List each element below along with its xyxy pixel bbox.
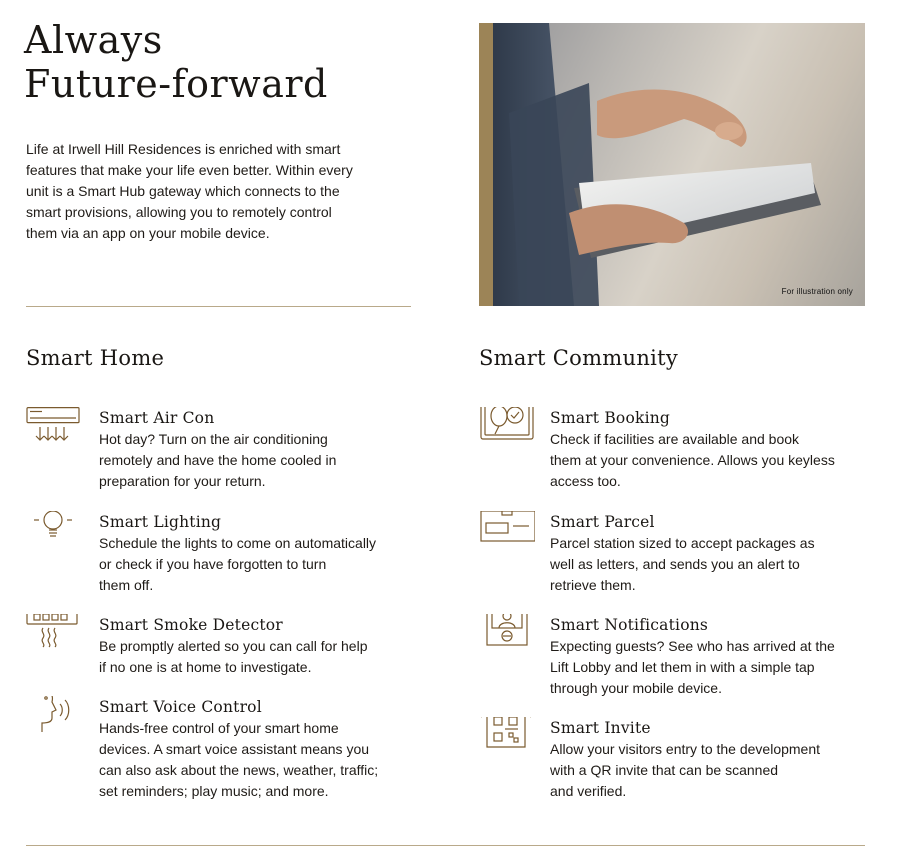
feature-title: Smart Lighting bbox=[99, 513, 222, 531]
description-line: Parcel station sized to accept packages as bbox=[550, 535, 815, 551]
description-line: preparation for your return. bbox=[99, 473, 266, 489]
feature-description bbox=[550, 739, 870, 802]
intercom-icon bbox=[477, 614, 535, 664]
divider-bottom bbox=[26, 845, 865, 846]
intro-line: unit is a Smart Hub gateway which connects to the bbox=[26, 183, 340, 199]
qr-house-icon bbox=[477, 717, 535, 767]
description-line: with a QR invite that can be scanned bbox=[550, 762, 779, 778]
description-line: Schedule the lights to come on automatically bbox=[99, 535, 377, 551]
description-line: them off. bbox=[99, 577, 154, 593]
description-line: Hands-free control of your smart home bbox=[99, 720, 339, 736]
light-bulb-icon bbox=[26, 511, 84, 561]
feature-title: Smart Parcel bbox=[550, 513, 655, 531]
booking-icon bbox=[477, 407, 535, 457]
feature-title: Smart Voice Control bbox=[99, 698, 262, 716]
description-line: Lift Lobby and let them in with a simple tap bbox=[550, 659, 815, 675]
tablet-illustration bbox=[479, 23, 865, 306]
feature-title: Smart Smoke Detector bbox=[99, 616, 283, 634]
smart-community-heading: Smart Community bbox=[479, 346, 679, 370]
description-line: them at your convenience. Allows you keyless bbox=[550, 452, 835, 468]
description-line: access too. bbox=[550, 473, 621, 489]
smart-home-heading: Smart Home bbox=[26, 346, 165, 370]
description-line: and verified. bbox=[550, 783, 627, 799]
feature-description bbox=[550, 636, 870, 699]
description-line: through your mobile device. bbox=[550, 680, 722, 696]
description-line: Hot day? Turn on the air conditioning bbox=[99, 431, 328, 447]
description-line: Check if facilities are available and book bbox=[550, 431, 800, 447]
feature-description bbox=[99, 429, 419, 492]
voice-control-icon bbox=[26, 696, 84, 746]
feature-description bbox=[99, 718, 419, 802]
feature-title: Smart Notifications bbox=[550, 616, 709, 634]
air-conditioner-icon bbox=[26, 407, 84, 457]
intro-paragraph bbox=[26, 139, 411, 244]
description-line: Allow your visitors entry to the development bbox=[550, 741, 821, 757]
smoke-detector-icon bbox=[26, 614, 84, 664]
divider-top bbox=[26, 306, 411, 307]
feature-description bbox=[99, 636, 419, 678]
page-title bbox=[24, 18, 328, 106]
description-line: Be promptly alerted so you can call for help bbox=[99, 638, 368, 654]
feature-description bbox=[99, 533, 419, 596]
title-line-1: Always bbox=[24, 18, 163, 62]
intro-line: them via an app on your mobile device. bbox=[26, 225, 270, 241]
parcel-icon bbox=[477, 511, 535, 561]
title-line-2: Future-forward bbox=[24, 62, 328, 106]
description-line: Expecting guests? See who has arrived at the bbox=[550, 638, 835, 654]
description-line: devices. A smart voice assistant means you bbox=[99, 741, 370, 757]
description-line: remotely and have the home cooled in bbox=[99, 452, 337, 468]
intro-line: features that make your life even better. Within every bbox=[26, 162, 353, 178]
description-line: retrieve them. bbox=[550, 577, 636, 593]
feature-description bbox=[550, 533, 870, 596]
description-line: set reminders; play music; and more. bbox=[99, 783, 329, 799]
intro-line: smart provisions, allowing you to remotely control bbox=[26, 204, 332, 220]
feature-title: Smart Booking bbox=[550, 409, 671, 427]
feature-title: Smart Air Con bbox=[99, 409, 215, 427]
feature-title: Smart Invite bbox=[550, 719, 651, 737]
description-line: well as letters, and sends you an alert to bbox=[550, 556, 800, 572]
description-line: or check if you have forgotten to turn bbox=[99, 556, 327, 572]
description-line: if no one is at home to investigate. bbox=[99, 659, 312, 675]
feature-description bbox=[550, 429, 870, 492]
tablet-photo bbox=[479, 23, 865, 306]
photo-caption: For illustration only bbox=[781, 287, 853, 296]
intro-line: Life at Irwell Hill Residences is enriched with smart bbox=[26, 141, 341, 157]
description-line: can also ask about the news, weather, traffic; bbox=[99, 762, 379, 778]
